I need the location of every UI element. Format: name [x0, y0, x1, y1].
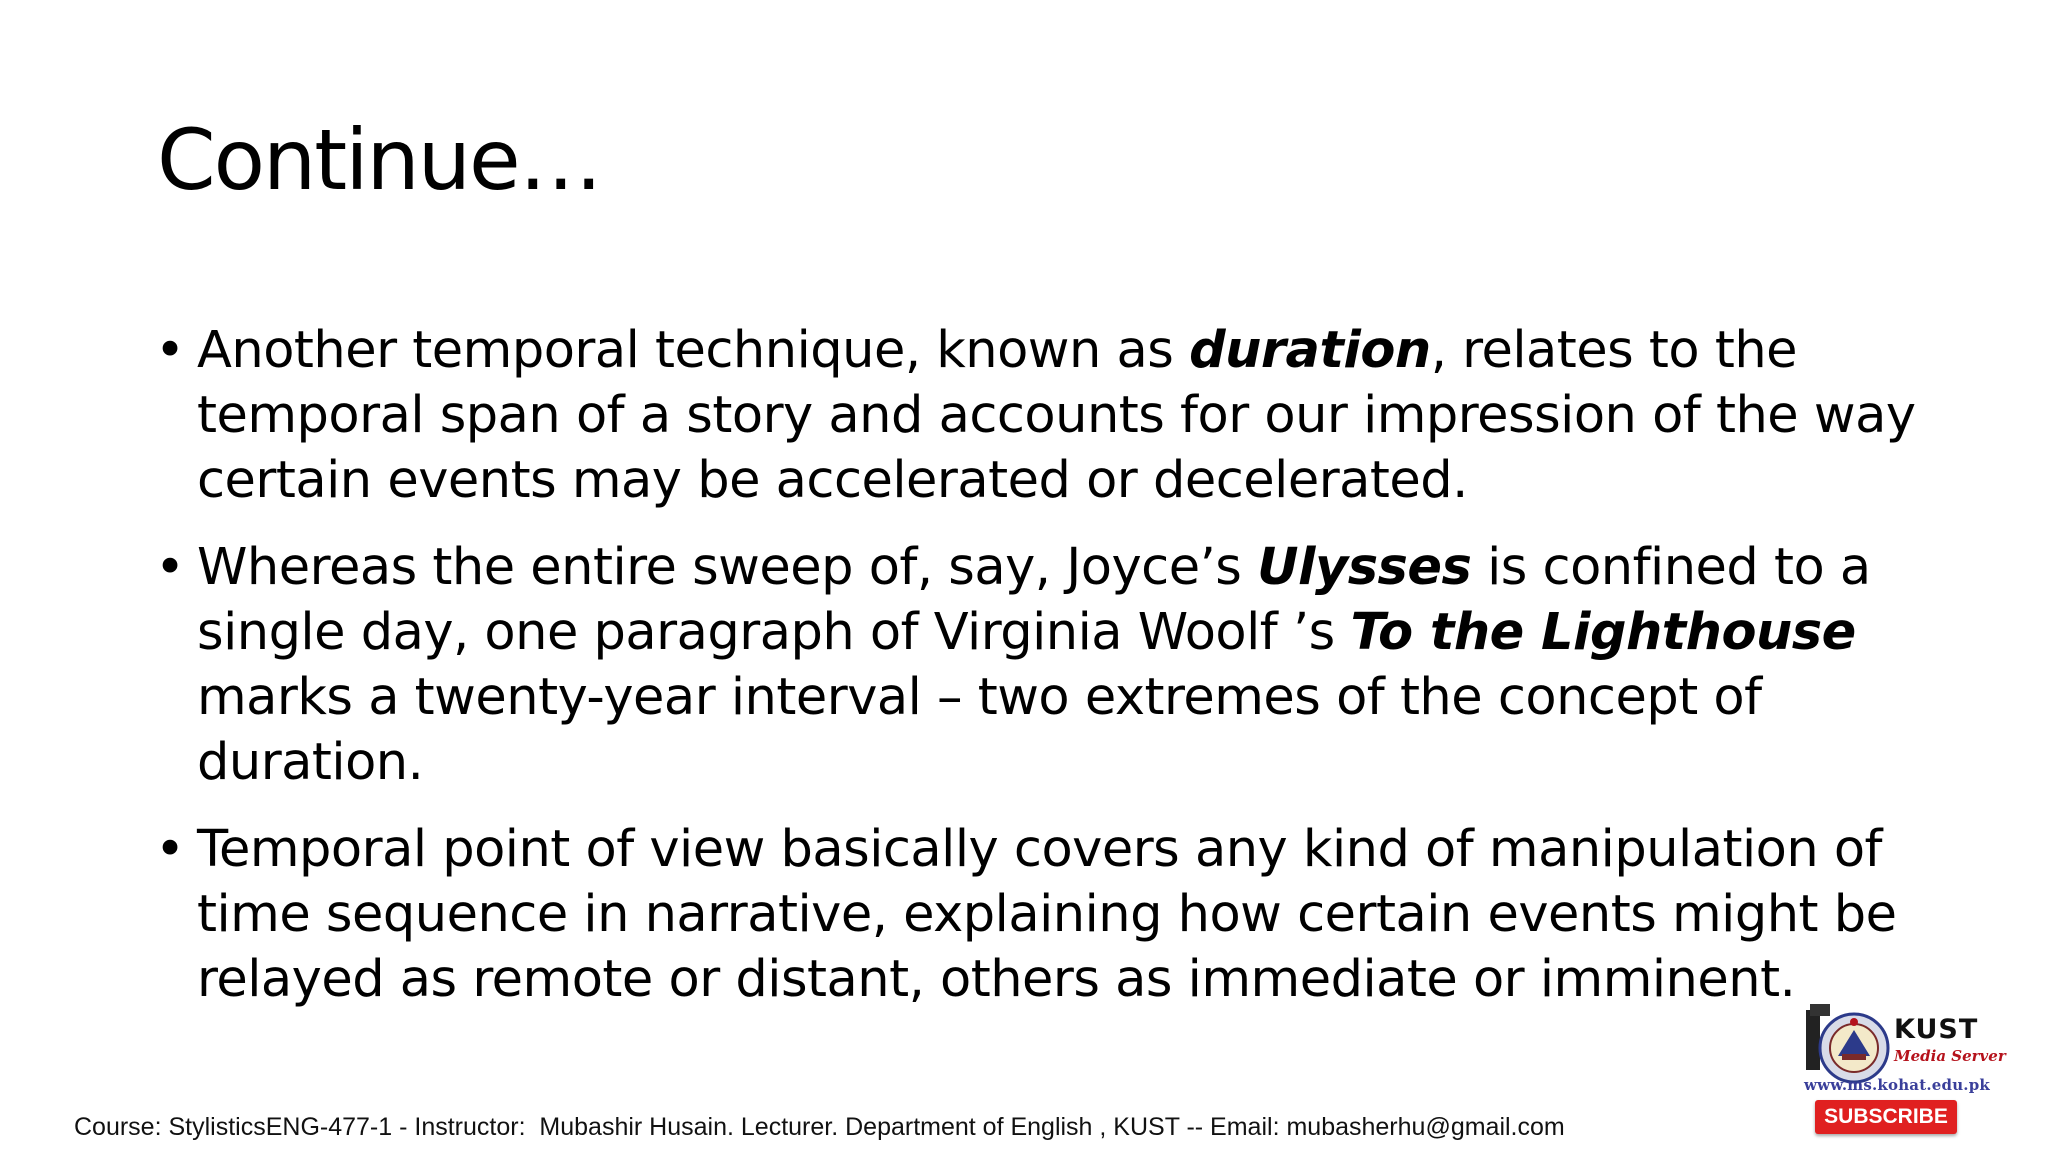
logo-subtitle: Media Server — [1894, 1047, 2006, 1065]
bullet-text-part: , relates to the temporal span of a story and accounts for our impression of the way certain events may be accelerated or decelerated. — [197, 321, 1916, 510]
emphasis-title: To the Lighthouse — [1350, 603, 1856, 662]
university-emblem-icon — [1802, 1000, 1894, 1088]
bullet-text-part: marks a twenty-year interval – two extremes of the concept of duration. — [197, 668, 1762, 792]
bullet-text-part: Whereas the entire sweep of, say, Joyce’s — [197, 538, 1258, 597]
bullet-item — [155, 817, 1955, 1012]
bullet-dot: • — [155, 321, 185, 380]
logo-url[interactable]: www.ms.kohat.edu.pk — [1804, 1076, 1991, 1094]
subscribe-button[interactable]: SUBSCRIBE — [1815, 1100, 1957, 1134]
bullet-dot: • — [155, 820, 185, 879]
kust-media-logo[interactable] — [1802, 996, 2012, 1146]
footer-course-info: Course: StylisticsENG-477-1 - Instructor: Mubashir Husain. Lecturer. Department of English , KUST -- Email: mubasherhu@gmail.com — [74, 1113, 1565, 1141]
bullet-text-part: Another temporal technique, known as — [197, 321, 1190, 380]
emphasis-term: duration — [1189, 321, 1431, 380]
bullet-dot: • — [155, 538, 185, 597]
slide-title: Continue… — [157, 111, 601, 209]
emphasis-title: Ulysses — [1257, 538, 1472, 597]
bullet-item — [155, 318, 1955, 513]
bullet-list — [155, 318, 1955, 1034]
bullet-text-part: Temporal point of view basically covers any kind of manipulation of time sequence in narrative, explaining how certain events might be relayed as remote or distant, others as immediate or imminent. — [197, 820, 1897, 1009]
bullet-text-part: is confined to a single day, one paragraph of Virginia Woolf ’s — [197, 538, 1871, 662]
logo-name: KUST — [1894, 1014, 1979, 1045]
bullet-item — [155, 535, 1955, 795]
